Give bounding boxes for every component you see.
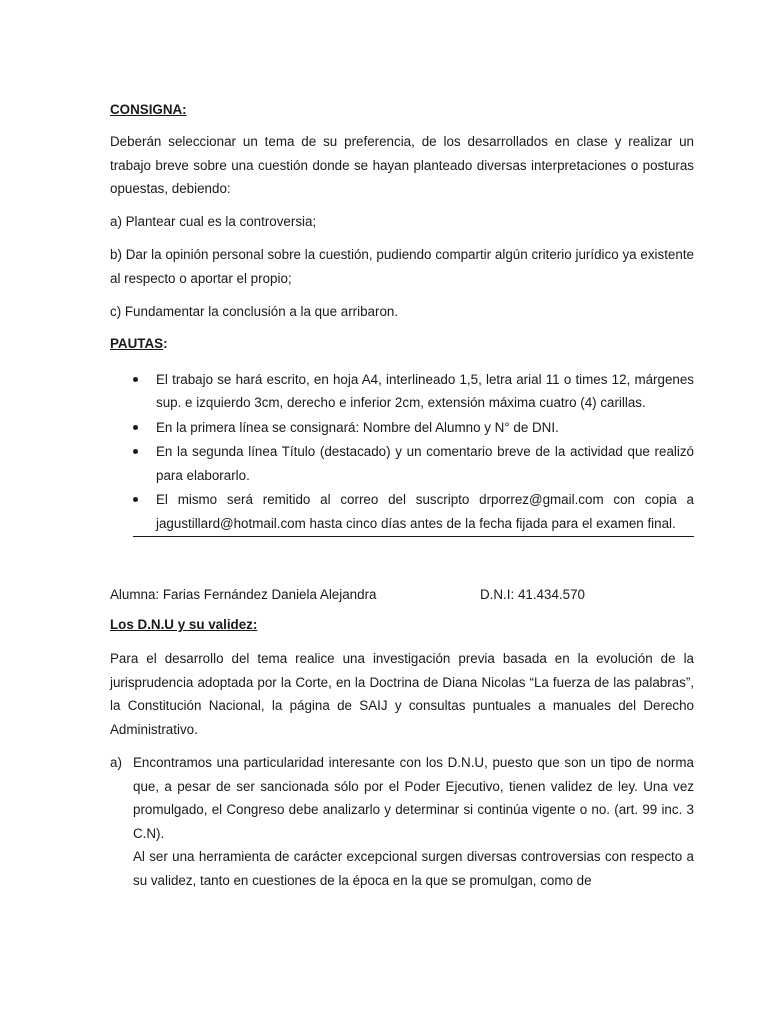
consigna-item-b: b) Dar la opinión personal sobre la cuestión, pudiendo compartir algún criterio jurídico ya existente al respecto o aportar el propio; [110,247,694,286]
pautas-item [110,440,694,487]
pautas-heading-colon: : [163,335,168,351]
pautas-item-text: En la primera línea se consignará: Nombre del Alumno y N° de DNI. [156,419,559,435]
pautas-heading-text: PAUTAS [110,335,164,351]
work-title: Los D.N.U y su validez: [110,617,258,632]
work-intro: Para el desarrollo del tema realice una investigación previa basada en la evolución de la jurisprudencia adoptada por la Corte, en la Doctrina de Diana Nicolas “La fuerza de las palabras”, la Constitución Nacional, la página de SAIJ y consultas puntuales a manuales del Derecho Administrativo. [110,651,694,737]
section-divider [133,536,694,537]
student-info [110,585,694,605]
pautas-item [110,368,694,415]
section-a-paragraph-1: Encontramos una particularidad interesante con los D.N.U, puesto que son un tipo de norma que, a pesar de ser sancionada sólo por el Poder Ejecutivo, tienen validez de ley. Una vez promulgado, el Congreso debe analizarlo y determinar si continúa vigente o no. (art. 99 inc. 3 C.N). [133,755,694,841]
bullet-icon [133,425,138,430]
bullet-icon [133,449,138,454]
pautas-item-text: El trabajo se hará escrito, en hoja A4, interlineado 1,5, letra arial 11 o times 12, márgenes sup. e izquierdo 3cm, derecho e inferior 2cm, extensión máxima cuatro (4) carillas. [156,371,694,410]
pautas-item [110,488,694,535]
consigna-intro: Deberán seleccionar un tema de su preferencia, de los desarrollados en clase y realizar un trabajo breve sobre una cuestión donde se hayan planteado diversas interpretaciones o posturas opuestas, debiendo: [110,134,694,196]
pautas-item [110,416,694,440]
pautas-item-text: En la segunda línea Título (destacado) y un comentario breve de la actividad que realizó para elaborarlo. [156,444,694,483]
document-page [110,100,694,892]
pautas-item-text: El mismo será remitido al correo del suscripto drporrez@gmail.com con copia a jagustillard@hotmail.com hasta cinco días antes de la fecha fijada para el examen final. [156,492,694,531]
pautas-heading [110,334,694,354]
consigna-heading: CONSIGNA: [110,102,187,117]
student-dni: D.N.I: 41.434.570 [480,587,585,602]
student-name: Alumna: Farias Fernández Daniela Alejandra [110,587,377,602]
section-a-marker: a) [110,755,122,770]
section-a [110,751,694,892]
bullet-icon [133,497,138,502]
consigna-item-c: c) Fundamentar la conclusión a la que arribaron. [110,304,399,319]
bullet-icon [133,377,138,382]
pautas-list [110,368,694,536]
section-a-paragraph-2: Al ser una herramienta de carácter excepcional surgen diversas controversias con respecto a su validez, tanto en cuestiones de la época en la que se promulgan, como de [133,849,694,888]
consigna-item-a: a) Plantear cual es la controversia; [110,213,317,229]
